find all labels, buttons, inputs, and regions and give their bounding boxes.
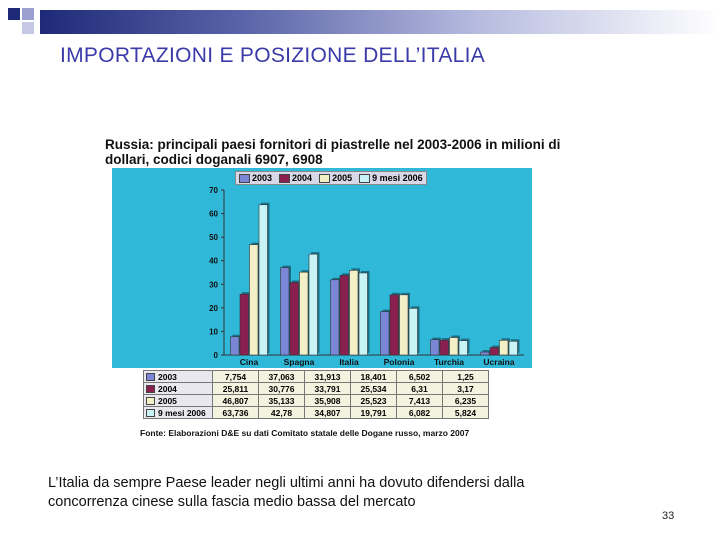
table-cell: 7,413 <box>397 395 443 407</box>
legend-swatch <box>239 174 250 183</box>
table-cell: 7,754 <box>213 371 259 383</box>
bar <box>450 338 459 355</box>
table-cell: 1,25 <box>443 371 489 383</box>
chart-title-line: Russia: principali paesi fornitori di piastrelle nel 2003-2006 in milioni di <box>105 137 561 152</box>
table-cell: 34,807 <box>305 407 351 419</box>
table-cell: 35,133 <box>259 395 305 407</box>
bar <box>459 341 468 355</box>
bar <box>290 282 299 355</box>
table-row <box>144 383 489 395</box>
table-row <box>144 407 489 419</box>
table-cell: 35,908 <box>305 395 351 407</box>
bar <box>359 273 368 355</box>
table-cell: 37,063 <box>259 371 305 383</box>
table-cell: 18,401 <box>351 371 397 383</box>
title-gradient-bar <box>40 10 720 34</box>
bar <box>259 205 268 355</box>
table-row-header: 9 mesi 2006 <box>144 407 213 419</box>
x-tick-label: Turchia <box>433 357 465 367</box>
bar <box>309 254 318 355</box>
bar <box>409 308 418 355</box>
bar <box>431 340 440 355</box>
title-decoration <box>0 0 720 40</box>
bar <box>500 340 509 355</box>
x-tick-label: Polonia <box>383 357 415 367</box>
page-number: 33 <box>662 510 675 522</box>
x-tick-label: Spagna <box>283 357 315 367</box>
x-tick-label: Italia <box>339 357 359 367</box>
table-cell: 31,913 <box>305 371 351 383</box>
y-tick-label: 30 <box>209 280 218 290</box>
bar <box>331 280 340 355</box>
y-tick-label: 20 <box>209 303 218 313</box>
table-row <box>144 371 489 383</box>
bar <box>350 270 359 355</box>
bar <box>250 245 259 355</box>
y-tick-label: 70 <box>209 186 218 195</box>
table-row-header: 2005 <box>144 395 213 407</box>
chart-data-table <box>143 370 489 419</box>
legend-item <box>359 173 423 183</box>
table-cell: 3,17 <box>443 383 489 395</box>
table-cell: 63,736 <box>213 407 259 419</box>
legend-item <box>239 173 272 183</box>
y-tick-label: 0 <box>213 351 218 360</box>
x-tick-label: Ucraina <box>483 357 515 367</box>
caption-line: concorrenza cinese sulla fascia medio bassa del mercato <box>48 494 416 510</box>
table-cell: 6,235 <box>443 395 489 407</box>
legend-label: 2003 <box>252 173 273 183</box>
deco-square <box>22 8 34 20</box>
bar <box>240 294 249 355</box>
table-cell: 30,776 <box>259 383 305 395</box>
table-cell: 6,082 <box>397 407 443 419</box>
bar <box>481 352 490 355</box>
table-cell: 25,523 <box>351 395 397 407</box>
legend-label: 2005 <box>332 173 353 183</box>
legend-label: 2004 <box>292 173 313 183</box>
bar <box>340 275 349 355</box>
bar <box>381 312 390 355</box>
legend-item <box>319 173 352 183</box>
deco-square <box>22 22 34 34</box>
x-tick-label: Cina <box>239 357 259 367</box>
bar <box>281 268 290 355</box>
caption-line: L’Italia da sempre Paese leader negli ultimi anni ha dovuto difendersi dalla <box>48 475 525 491</box>
slide-title: IMPORTAZIONI E POSIZIONE DELL’ITALIA <box>60 44 486 67</box>
y-tick-label: 40 <box>209 256 218 266</box>
bar <box>300 272 309 355</box>
table-row <box>144 395 489 407</box>
bar <box>440 340 449 355</box>
chart-title <box>105 137 585 167</box>
bar <box>400 295 409 355</box>
bar <box>490 348 499 355</box>
legend-item <box>279 173 312 183</box>
table-cell: 46,807 <box>213 395 259 407</box>
chart-source-note: Fonte: Elaborazioni D&E su dati Comitato statale delle Dogane russo, marzo 2007 <box>140 428 470 438</box>
deco-square <box>8 8 20 20</box>
table-cell: 6,502 <box>397 371 443 383</box>
bar-chart <box>112 168 532 368</box>
chart-legend <box>235 171 427 185</box>
table-cell: 19,791 <box>351 407 397 419</box>
legend-label: 9 mesi 2006 <box>372 173 423 183</box>
table-cell: 33,791 <box>305 383 351 395</box>
legend-swatch <box>279 174 290 183</box>
y-tick-label: 10 <box>209 327 218 337</box>
table-cell: 25,534 <box>351 383 397 395</box>
bar <box>509 341 518 355</box>
bar <box>231 337 240 355</box>
table-cell: 5,824 <box>443 407 489 419</box>
legend-swatch <box>319 174 330 183</box>
bar <box>390 295 399 355</box>
y-tick-label: 50 <box>209 233 218 243</box>
table-row-header: 2003 <box>144 371 213 383</box>
chart-title-line: dollari, codici doganali 6907, 6908 <box>105 152 323 167</box>
table-row-header: 2004 <box>144 383 213 395</box>
slide-caption <box>48 474 648 512</box>
table-cell: 6,31 <box>397 383 443 395</box>
legend-swatch <box>359 174 370 183</box>
table-cell: 42,78 <box>259 407 305 419</box>
table-cell: 25,811 <box>213 383 259 395</box>
y-tick-label: 60 <box>209 209 218 219</box>
